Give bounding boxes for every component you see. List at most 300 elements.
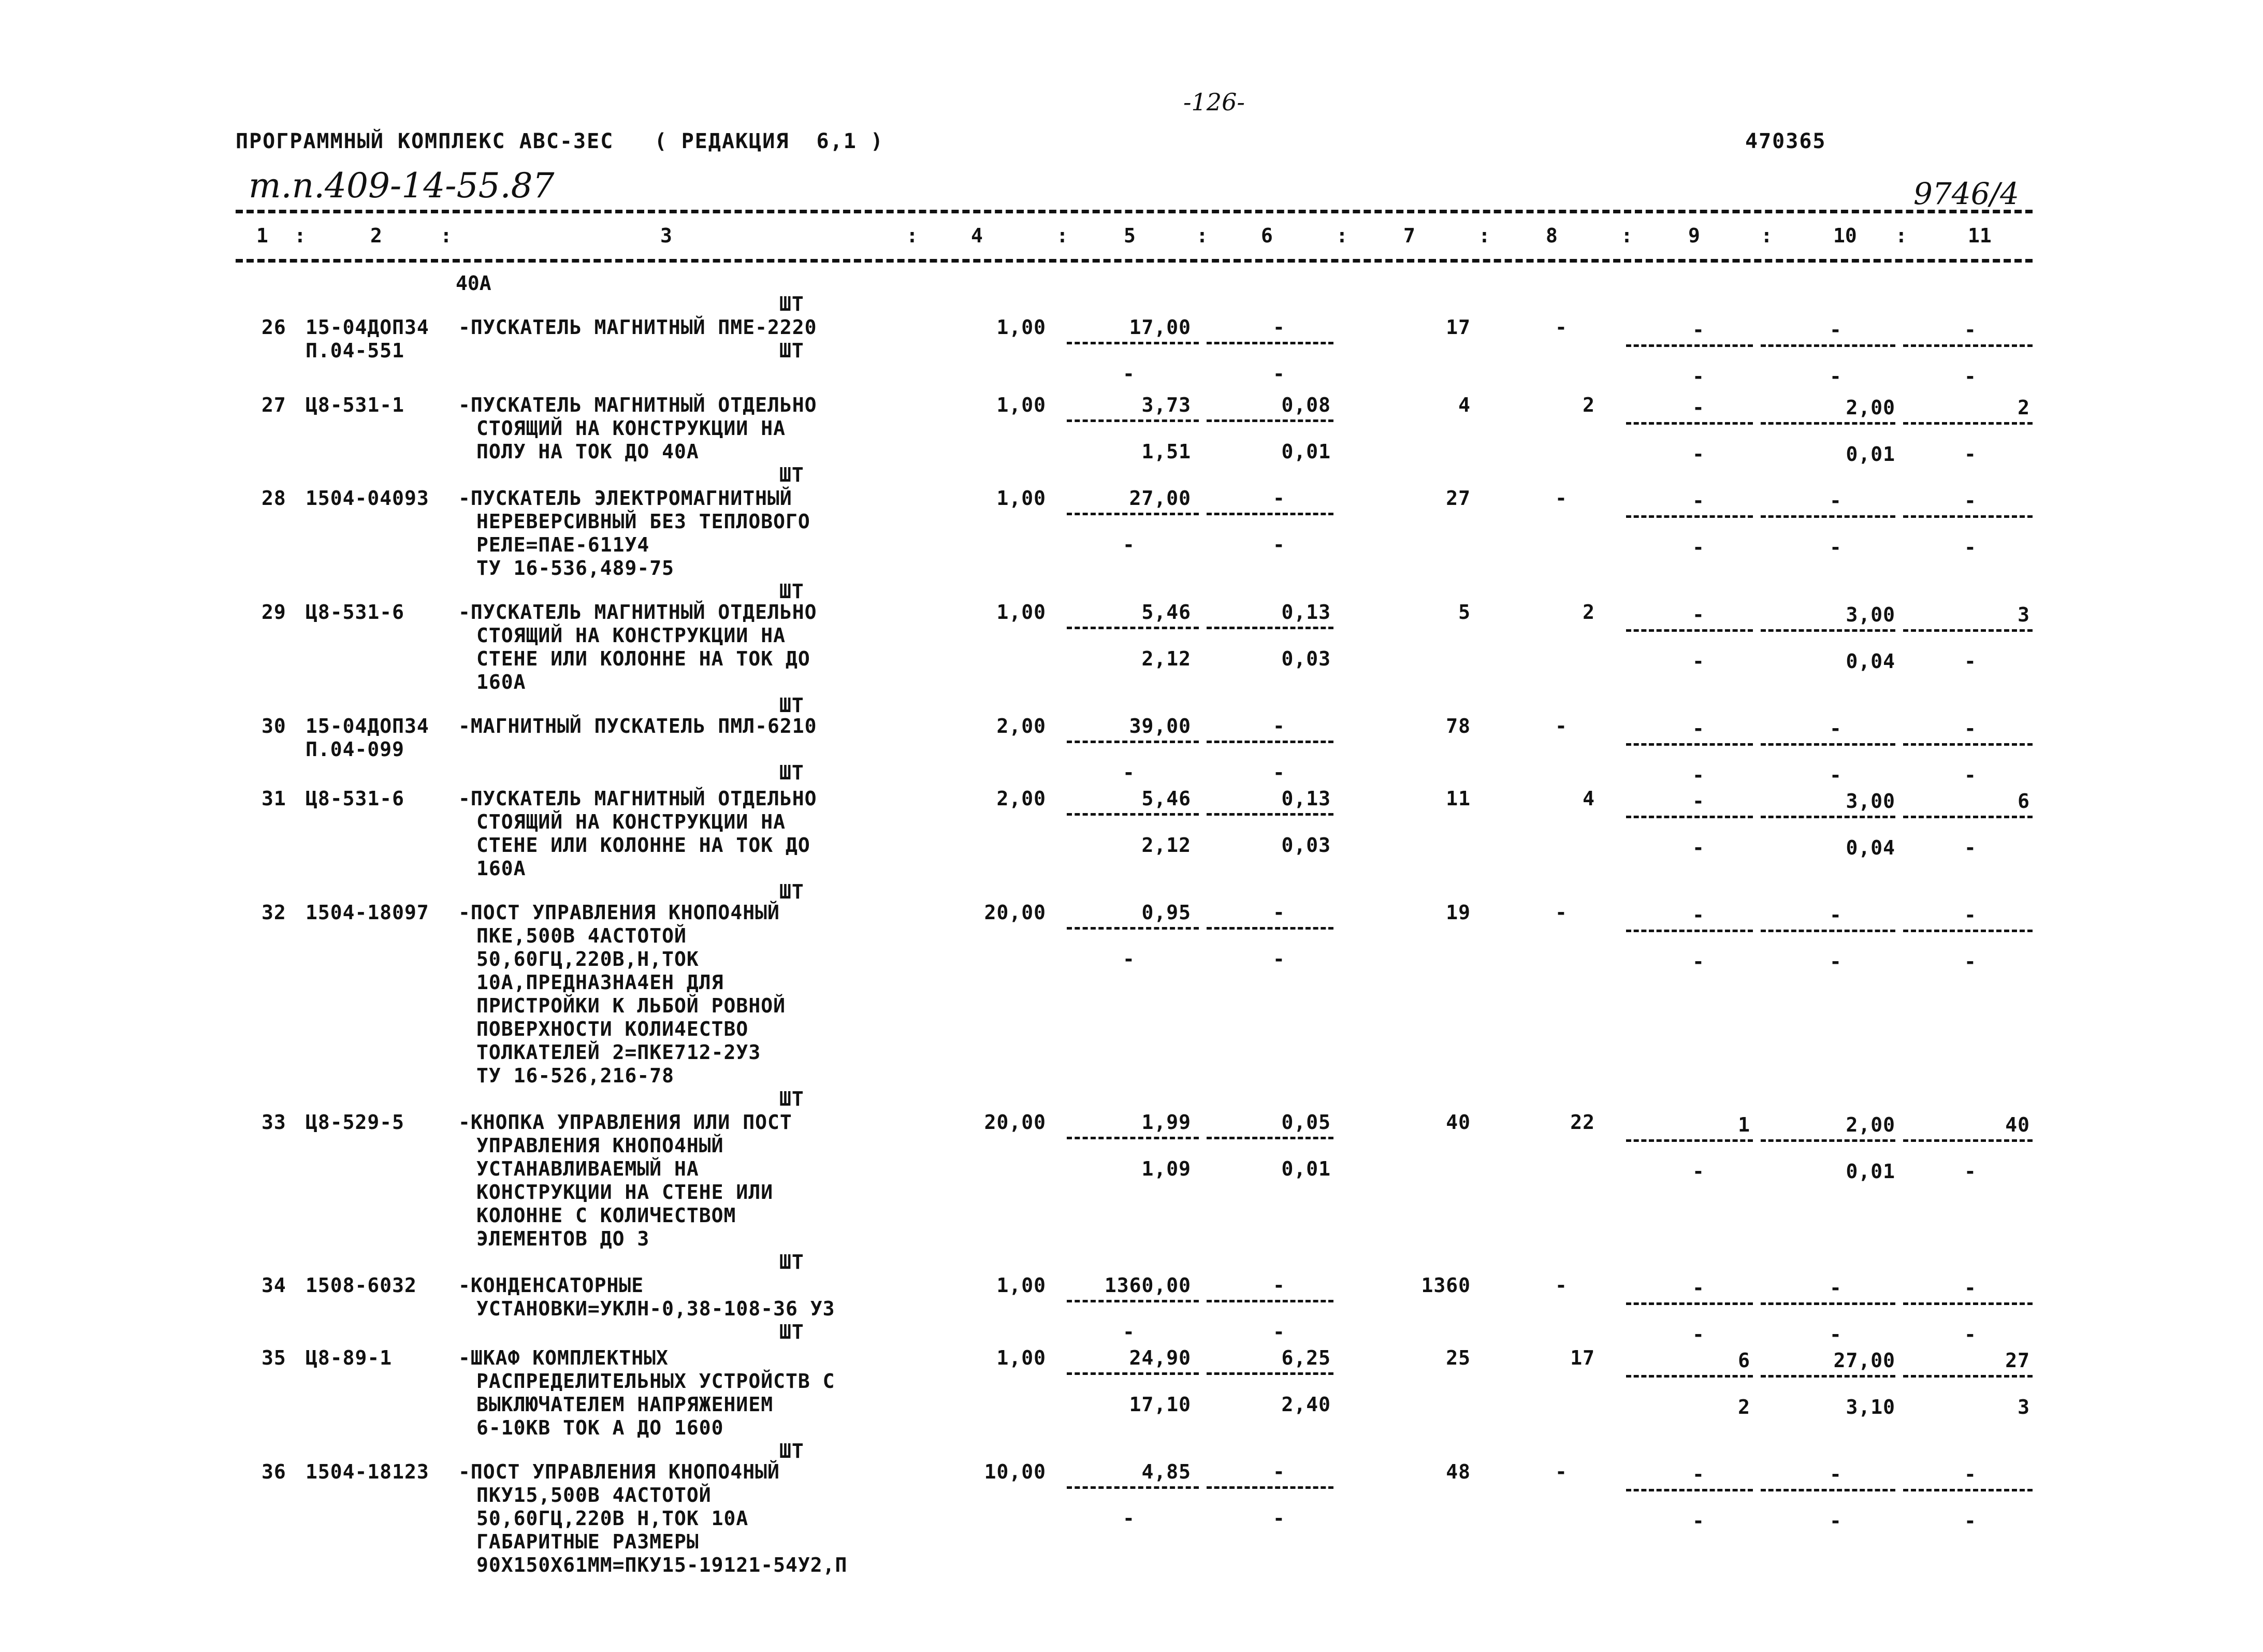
- row-description: 160А: [476, 671, 526, 693]
- col9-value-upper: -: [1692, 790, 1705, 813]
- value-separator-rule: [1903, 1489, 2033, 1491]
- col9-value-lower: 2: [1738, 1396, 1750, 1418]
- row-description: -ПУСКАТЕЛЬ МАГНИТНЫЙ ОТДЕЛЬНО: [458, 394, 817, 416]
- col10-value-upper: -: [1830, 318, 1842, 341]
- col11-value-upper: -: [1964, 1277, 1977, 1299]
- handwritten-project-code: т.п.409-14-55.87: [249, 166, 555, 206]
- col6-value-upper: 6,25: [1281, 1346, 1331, 1369]
- col10-value-upper: -: [1830, 1463, 1842, 1486]
- col7-value: 11: [1446, 787, 1471, 810]
- value-separator-rule: [1067, 741, 1199, 743]
- col7-value: 27: [1446, 487, 1471, 510]
- col6-value-lower: 0,01: [1281, 440, 1331, 463]
- row-number: 33: [262, 1111, 286, 1134]
- value-separator-rule: [1626, 1489, 1753, 1491]
- col9-value-lower: -: [1692, 443, 1705, 466]
- row-description: СТОЯЩИЙ НА КОНСТРУКЦИИ НА: [476, 810, 786, 833]
- row-number: 28: [262, 487, 286, 510]
- header-bottom-rule: [236, 259, 2033, 263]
- row-description: 50,60ГЦ,220В Н,ТОК 10А: [476, 1507, 749, 1530]
- unit-label: ШТ: [779, 880, 804, 903]
- row-description: КОЛОННЕ С КОЛИЧЕСТВОМ: [476, 1204, 736, 1227]
- col5-value-upper: 3,73: [1141, 394, 1191, 416]
- row-description: -ПОСТ УПРАВЛЕНИЯ КНОПО4НЫЙ: [458, 901, 780, 924]
- col10-value-upper: 3,00: [1846, 790, 1895, 813]
- unit-label: ШТ: [779, 293, 804, 315]
- quantity-value: 20,00: [984, 1111, 1046, 1134]
- row-description: РЕЛЕ=ПАЕ-611У4: [476, 533, 650, 556]
- row-code: 1504-18097: [306, 901, 429, 924]
- col10-value-lower: -: [1830, 536, 1842, 559]
- col8-value: 22: [1570, 1111, 1595, 1134]
- row-code: 15-04ДОП34: [306, 715, 429, 737]
- column-number-2: 2: [370, 224, 382, 247]
- value-separator-rule: [1207, 1486, 1333, 1489]
- col6-value-lower: -: [1273, 1507, 1285, 1530]
- value-separator-rule: [1626, 344, 1753, 347]
- column-separator: :: [294, 224, 306, 247]
- col10-value-lower: 0,01: [1846, 443, 1895, 466]
- row-description: -КОНДЕНСАТОРНЫЕ: [458, 1274, 644, 1297]
- unit-label: ШТ: [779, 1440, 804, 1462]
- col9-value-lower: -: [1692, 836, 1705, 859]
- col6-value-upper: -: [1273, 1460, 1285, 1483]
- value-separator-rule: [1903, 422, 2033, 425]
- column-separator: :: [1478, 224, 1490, 247]
- row-description: РАСПРЕДЕЛИТЕЛЬНЫХ УСТРОЙСТВ С: [476, 1370, 835, 1393]
- row-description: НЕРЕВЕРСИВНЫЙ БЕЗ ТЕПЛОВОГО: [476, 510, 810, 533]
- col11-value-upper: -: [1964, 717, 1977, 740]
- quantity-value: 1,00: [996, 1346, 1046, 1369]
- col6-value-lower: 0,03: [1281, 834, 1331, 857]
- row-description: ЭЛЕМЕНТОВ ДО 3: [476, 1227, 650, 1250]
- col11-value-lower: -: [1964, 650, 1977, 673]
- col11-value-lower: -: [1964, 1323, 1977, 1346]
- page-number: -126-: [1183, 88, 1245, 116]
- col6-value-upper: -: [1273, 715, 1285, 737]
- row-code: 1504-18123: [306, 1460, 429, 1483]
- col8-value: 2: [1583, 394, 1595, 416]
- col10-value-lower: -: [1830, 764, 1842, 787]
- value-separator-rule: [1903, 1375, 2033, 1378]
- value-separator-rule: [1067, 813, 1199, 816]
- value-separator-rule: [1626, 816, 1753, 818]
- value-separator-rule: [1067, 1372, 1199, 1375]
- quantity-value: 1,00: [996, 487, 1046, 510]
- row-description: УСТАНОВКИ=УКЛН-0,38-108-36 У3: [476, 1297, 835, 1320]
- row-description: -ПУСКАТЕЛЬ ЭЛЕКТРОМАГНИТНЫЙ: [458, 487, 792, 510]
- column-number-7: 7: [1403, 224, 1415, 247]
- row-description: КОНСТРУКЦИИ НА СТЕНЕ ИЛИ: [476, 1181, 774, 1204]
- col11-value-lower: -: [1964, 536, 1977, 559]
- col6-value-lower: -: [1273, 1321, 1285, 1343]
- row-description: 90Х150Х61ММ=ПКУ15-19121-54У2,П: [476, 1554, 848, 1576]
- column-number-5: 5: [1124, 224, 1136, 247]
- quantity-value: 20,00: [984, 901, 1046, 924]
- value-separator-rule: [1067, 1486, 1199, 1489]
- col8-value: -: [1555, 715, 1568, 737]
- col10-value-lower: -: [1830, 365, 1842, 388]
- col10-value-upper: 2,00: [1846, 396, 1895, 419]
- col9-value-lower: -: [1692, 1160, 1705, 1183]
- col9-value-lower: -: [1692, 1323, 1705, 1346]
- col8-value: -: [1555, 1274, 1568, 1297]
- value-separator-rule: [1207, 1137, 1333, 1139]
- value-separator-rule: [1761, 816, 1895, 818]
- value-separator-rule: [1761, 930, 1895, 932]
- col10-value-lower: 0,01: [1846, 1160, 1895, 1183]
- row-description: 50,60ГЦ,220В,Н,ТОК: [476, 948, 699, 970]
- col6-value-lower: -: [1273, 948, 1285, 970]
- value-separator-rule: [1626, 515, 1753, 518]
- column-separator: :: [1761, 224, 1773, 247]
- row-number: 30: [262, 715, 286, 737]
- col8-value: 4: [1583, 787, 1595, 810]
- row-description: УСТАНАВЛИВАЕМЫЙ НА: [476, 1157, 699, 1180]
- value-separator-rule: [1207, 1300, 1333, 1302]
- value-separator-rule: [1067, 513, 1199, 515]
- col11-value-upper: 3: [2018, 603, 2030, 626]
- row-description: СТЕНЕ ИЛИ КОЛОННЕ НА ТОК ДО: [476, 647, 810, 670]
- col11-value-upper: -: [1964, 904, 1977, 926]
- row-description: ВЫКЛЮЧАТЕЛЕМ НАПРЯЖЕНИЕМ: [476, 1393, 774, 1416]
- col6-value-lower: -: [1273, 363, 1285, 385]
- col5-value-upper: 4,85: [1141, 1460, 1191, 1483]
- col11-value-lower: -: [1964, 950, 1977, 973]
- col7-value: 17: [1446, 316, 1471, 339]
- col10-value-upper: -: [1830, 717, 1842, 740]
- value-separator-rule: [1067, 1300, 1199, 1302]
- row-number: 26: [262, 316, 286, 339]
- column-number-3: 3: [660, 224, 672, 247]
- col9-value-lower: -: [1692, 536, 1705, 559]
- col7-value: 78: [1446, 715, 1471, 737]
- col6-value-upper: -: [1273, 901, 1285, 924]
- col8-value: -: [1555, 487, 1568, 510]
- col7-value: 48: [1446, 1460, 1471, 1483]
- col5-value-lower: -: [1123, 1507, 1135, 1530]
- value-separator-rule: [1761, 344, 1895, 347]
- row-description: 10А,ПРЕДНАЗНА4ЕН ДЛЯ: [476, 971, 724, 994]
- row-description: ТОЛКАТЕЛЕЙ 2=ПКЕ712-2У3: [476, 1041, 761, 1064]
- col10-value-lower: 3,10: [1846, 1396, 1895, 1418]
- unit-label: ШТ: [779, 1321, 804, 1343]
- row-description: ТУ 16-526,216-78: [476, 1064, 675, 1087]
- header-top-rule: [236, 210, 2033, 213]
- value-separator-rule: [1207, 1372, 1333, 1375]
- row-code: Ц8-531-6: [306, 787, 405, 810]
- value-separator-rule: [1207, 627, 1333, 629]
- value-separator-rule: [1903, 1139, 2033, 1142]
- col7-value: 5: [1458, 601, 1471, 624]
- col9-value-lower: -: [1692, 764, 1705, 787]
- col11-value-upper: -: [1964, 318, 1977, 341]
- value-separator-rule: [1903, 1302, 2033, 1305]
- row-code: П.04-551: [306, 339, 405, 362]
- unit-label: ШТ: [779, 339, 804, 362]
- value-separator-rule: [1761, 629, 1895, 632]
- quantity-value: 10,00: [984, 1460, 1046, 1483]
- program-title: ПРОГРАММНЫЙ КОМПЛЕКС АВС-3ЕС ( РЕДАКЦИЯ 6,1 ): [236, 129, 884, 153]
- handwritten-sheet-code: 9746/4: [1913, 176, 2020, 211]
- col10-value-lower: 0,04: [1846, 650, 1895, 673]
- value-separator-rule: [1903, 816, 2033, 818]
- col9-value-upper: -: [1692, 1463, 1705, 1486]
- col9-value-upper: 6: [1738, 1349, 1750, 1372]
- col10-value-lower: 0,04: [1846, 836, 1895, 859]
- row-description: СТОЯЩИЙ НА КОНСТРУКЦИИ НА: [476, 417, 786, 440]
- quantity-value: 1,00: [996, 394, 1046, 416]
- row-number: 34: [262, 1274, 286, 1297]
- col6-value-upper: -: [1273, 316, 1285, 339]
- value-separator-rule: [1761, 743, 1895, 746]
- col7-value: 40: [1446, 1111, 1471, 1134]
- col10-value-upper: 2,00: [1846, 1113, 1895, 1136]
- value-separator-rule: [1207, 342, 1333, 344]
- document-number: 470365: [1745, 129, 1826, 153]
- col11-value-lower: -: [1964, 1510, 1977, 1532]
- row-code: Ц8-89-1: [306, 1346, 393, 1369]
- row-number: 32: [262, 901, 286, 924]
- col7-value: 25: [1446, 1346, 1471, 1369]
- value-separator-rule: [1067, 1137, 1199, 1139]
- col5-value-upper: 5,46: [1141, 787, 1191, 810]
- col10-value-lower: -: [1830, 950, 1842, 973]
- col11-value-upper: 6: [2018, 790, 2030, 813]
- col5-value-lower: -: [1123, 1321, 1135, 1343]
- value-separator-rule: [1626, 1302, 1753, 1305]
- column-separator: :: [906, 224, 918, 247]
- quantity-value: 2,00: [996, 787, 1046, 810]
- col10-value-lower: -: [1830, 1510, 1842, 1532]
- col9-value-lower: -: [1692, 365, 1705, 388]
- value-separator-rule: [1626, 743, 1753, 746]
- col5-value-lower: 1,09: [1141, 1157, 1191, 1180]
- col11-value-upper: 40: [2005, 1113, 2030, 1136]
- value-separator-rule: [1761, 1302, 1895, 1305]
- row-description: ПОЛУ НА ТОК ДО 40А: [476, 440, 699, 463]
- unit-label: ШТ: [779, 580, 804, 603]
- col5-value-upper: 17,00: [1129, 316, 1191, 339]
- row-code: 1508-6032: [306, 1274, 417, 1297]
- row-description: ПКЕ,500В 4АСТОТОЙ: [476, 924, 687, 947]
- col11-value-upper: 2: [2018, 396, 2030, 419]
- row-description: ПРИСТРОЙКИ К ЛЬБОЙ РОВНОЙ: [476, 994, 786, 1017]
- row-number: 29: [262, 601, 286, 624]
- row-code: Ц8-529-5: [306, 1111, 405, 1134]
- col5-value-lower: -: [1123, 533, 1135, 556]
- value-separator-rule: [1067, 419, 1199, 422]
- value-separator-rule: [1903, 344, 2033, 347]
- value-separator-rule: [1207, 513, 1333, 515]
- row-description: 6-10КВ ТОК А ДО 1600: [476, 1416, 724, 1439]
- col10-value-upper: 3,00: [1846, 603, 1895, 626]
- value-separator-rule: [1903, 930, 2033, 932]
- column-number-4: 4: [971, 224, 983, 247]
- col9-value-upper: -: [1692, 318, 1705, 341]
- column-separator: :: [1056, 224, 1068, 247]
- value-separator-rule: [1903, 743, 2033, 746]
- col9-value-upper: -: [1692, 717, 1705, 740]
- col9-value-upper: 1: [1738, 1113, 1750, 1136]
- value-separator-rule: [1626, 1375, 1753, 1378]
- col7-value: 19: [1446, 901, 1471, 924]
- column-number-1: 1: [256, 224, 268, 247]
- col7-value: 1360: [1421, 1274, 1471, 1297]
- col6-value-lower: -: [1273, 533, 1285, 556]
- value-separator-rule: [1761, 1139, 1895, 1142]
- unit-label: ШТ: [779, 694, 804, 717]
- col5-value-lower: -: [1123, 363, 1135, 385]
- quantity-value: 1,00: [996, 1274, 1046, 1297]
- col10-value-upper: -: [1830, 1277, 1842, 1299]
- col9-value-lower: -: [1692, 950, 1705, 973]
- value-separator-rule: [1207, 741, 1333, 743]
- row-number: 27: [262, 394, 286, 416]
- col9-value-upper: -: [1692, 603, 1705, 626]
- column-number-11: 11: [1968, 224, 1992, 247]
- col11-value-upper: 27: [2005, 1349, 2030, 1372]
- value-separator-rule: [1626, 930, 1753, 932]
- row-description: ТУ 16-536,489-75: [476, 557, 675, 579]
- col11-value-lower: -: [1964, 365, 1977, 388]
- col11-value-lower: 3: [2018, 1396, 2030, 1418]
- value-separator-rule: [1761, 1375, 1895, 1378]
- value-separator-rule: [1207, 927, 1333, 930]
- row-description: -ПУСКАТЕЛЬ МАГНИТНЫЙ ОТДЕЛЬНО: [458, 601, 817, 624]
- unit-label: ШТ: [779, 761, 804, 784]
- row-description: -ПУСКАТЕЛЬ МАГНИТНЫЙ ОТДЕЛЬНО: [458, 787, 817, 810]
- col6-value-lower: -: [1273, 761, 1285, 784]
- row-description: СТЕНЕ ИЛИ КОЛОННЕ НА ТОК ДО: [476, 834, 810, 857]
- col6-value-lower: 2,40: [1281, 1393, 1331, 1416]
- column-separator: :: [440, 224, 452, 247]
- row-code: Ц8-531-6: [306, 601, 405, 624]
- col5-value-upper: 5,46: [1141, 601, 1191, 624]
- col11-value-upper: -: [1964, 489, 1977, 512]
- col9-value-upper: -: [1692, 1277, 1705, 1299]
- col6-value-lower: 0,03: [1281, 647, 1331, 670]
- row-description: -ПУСКАТЕЛЬ МАГНИТНЫЙ ПМЕ-2220: [458, 316, 817, 339]
- value-separator-rule: [1626, 422, 1753, 425]
- value-separator-rule: [1067, 627, 1199, 629]
- col5-value-upper: 39,00: [1129, 715, 1191, 737]
- quantity-value: 1,00: [996, 601, 1046, 624]
- value-separator-rule: [1761, 515, 1895, 518]
- row-description: 160А: [476, 857, 526, 880]
- row-code: П.04-099: [306, 738, 405, 761]
- col5-value-lower: -: [1123, 948, 1135, 970]
- value-separator-rule: [1207, 813, 1333, 816]
- row-description: -КНОПКА УПРАВЛЕНИЯ ИЛИ ПОСТ: [458, 1111, 792, 1134]
- value-separator-rule: [1761, 1489, 1895, 1491]
- row-code: Ц8-531-1: [306, 394, 405, 416]
- value-separator-rule: [1067, 342, 1199, 344]
- col5-value-lower: 1,51: [1141, 440, 1191, 463]
- col9-value-upper: -: [1692, 904, 1705, 926]
- col8-value: 2: [1583, 601, 1595, 624]
- col6-value-upper: 0,05: [1281, 1111, 1331, 1134]
- unit-label: ШТ: [779, 1088, 804, 1110]
- value-separator-rule: [1903, 515, 2033, 518]
- col8-value: 17: [1570, 1346, 1595, 1369]
- column-separator: :: [1895, 224, 1907, 247]
- row-description: -МАГНИТНЫЙ ПУСКАТЕЛЬ ПМЛ-6210: [458, 715, 817, 737]
- value-separator-rule: [1207, 419, 1333, 422]
- column-separator: :: [1621, 224, 1633, 247]
- row-code: 15-04ДОП34: [306, 316, 429, 339]
- col11-value-lower: -: [1964, 443, 1977, 466]
- row-number: 35: [262, 1346, 286, 1369]
- column-separator: :: [1336, 224, 1348, 247]
- col6-value-upper: 0,13: [1281, 787, 1331, 810]
- row-description: -ШКАФ КОМПЛЕКТНЫХ: [458, 1346, 669, 1369]
- quantity-value: 1,00: [996, 316, 1046, 339]
- col11-value-lower: -: [1964, 764, 1977, 787]
- quantity-value: 2,00: [996, 715, 1046, 737]
- col11-value-lower: -: [1964, 836, 1977, 859]
- col6-value-upper: 0,13: [1281, 601, 1331, 624]
- col6-value-upper: -: [1273, 487, 1285, 510]
- unit-label: ШТ: [779, 1251, 804, 1273]
- value-separator-rule: [1761, 422, 1895, 425]
- col10-value-upper: 27,00: [1833, 1349, 1895, 1372]
- col8-value: -: [1555, 316, 1568, 339]
- col5-value-upper: 1360,00: [1104, 1274, 1191, 1297]
- col7-value: 4: [1458, 394, 1471, 416]
- row-description: -ПОСТ УПРАВЛЕНИЯ КНОПО4НЫЙ: [458, 1460, 780, 1483]
- row-description: ПКУ15,500В 4АСТОТОЙ: [476, 1484, 712, 1506]
- col9-value-upper: -: [1692, 489, 1705, 512]
- column-number-10: 10: [1833, 224, 1857, 247]
- value-separator-rule: [1626, 629, 1753, 632]
- col10-value-upper: -: [1830, 904, 1842, 926]
- row-description: СТОЯЩИЙ НА КОНСТРУКЦИИ НА: [476, 624, 786, 647]
- col5-value-upper: 1,99: [1141, 1111, 1191, 1134]
- row-description: ПОВЕРХНОСТИ КОЛИ4ЕСТВО: [476, 1018, 749, 1040]
- column-separator: :: [1196, 224, 1208, 247]
- col5-value-upper: 27,00: [1129, 487, 1191, 510]
- col5-value-lower: -: [1123, 761, 1135, 784]
- row-number: 31: [262, 787, 286, 810]
- column-number-8: 8: [1546, 224, 1558, 247]
- col6-value-lower: 0,01: [1281, 1157, 1331, 1180]
- col5-value-lower: 2,12: [1141, 834, 1191, 857]
- col6-value-upper: 0,08: [1281, 394, 1331, 416]
- value-separator-rule: [1903, 629, 2033, 632]
- row-description: ГАБАРИТНЫЕ РАЗМЕРЫ: [476, 1530, 699, 1553]
- col9-value-lower: -: [1692, 650, 1705, 673]
- col11-value-lower: -: [1964, 1160, 1977, 1183]
- row-number: 36: [262, 1460, 286, 1483]
- value-separator-rule: [1067, 927, 1199, 930]
- col8-value: -: [1555, 901, 1568, 924]
- column-number-6: 6: [1261, 224, 1273, 247]
- top-fragment: 40А: [456, 272, 491, 295]
- col9-value-lower: -: [1692, 1510, 1705, 1532]
- row-code: 1504-04093: [306, 487, 429, 510]
- col11-value-upper: -: [1964, 1463, 1977, 1486]
- col10-value-upper: -: [1830, 489, 1842, 512]
- col5-value-lower: 2,12: [1141, 647, 1191, 670]
- value-separator-rule: [1626, 1139, 1753, 1142]
- col5-value-upper: 0,95: [1141, 901, 1191, 924]
- col5-value-upper: 24,90: [1129, 1346, 1191, 1369]
- row-description: УПРАВЛЕНИЯ КНОПО4НЫЙ: [476, 1134, 724, 1157]
- column-number-9: 9: [1688, 224, 1700, 247]
- col9-value-upper: -: [1692, 396, 1705, 419]
- col5-value-lower: 17,10: [1129, 1393, 1191, 1416]
